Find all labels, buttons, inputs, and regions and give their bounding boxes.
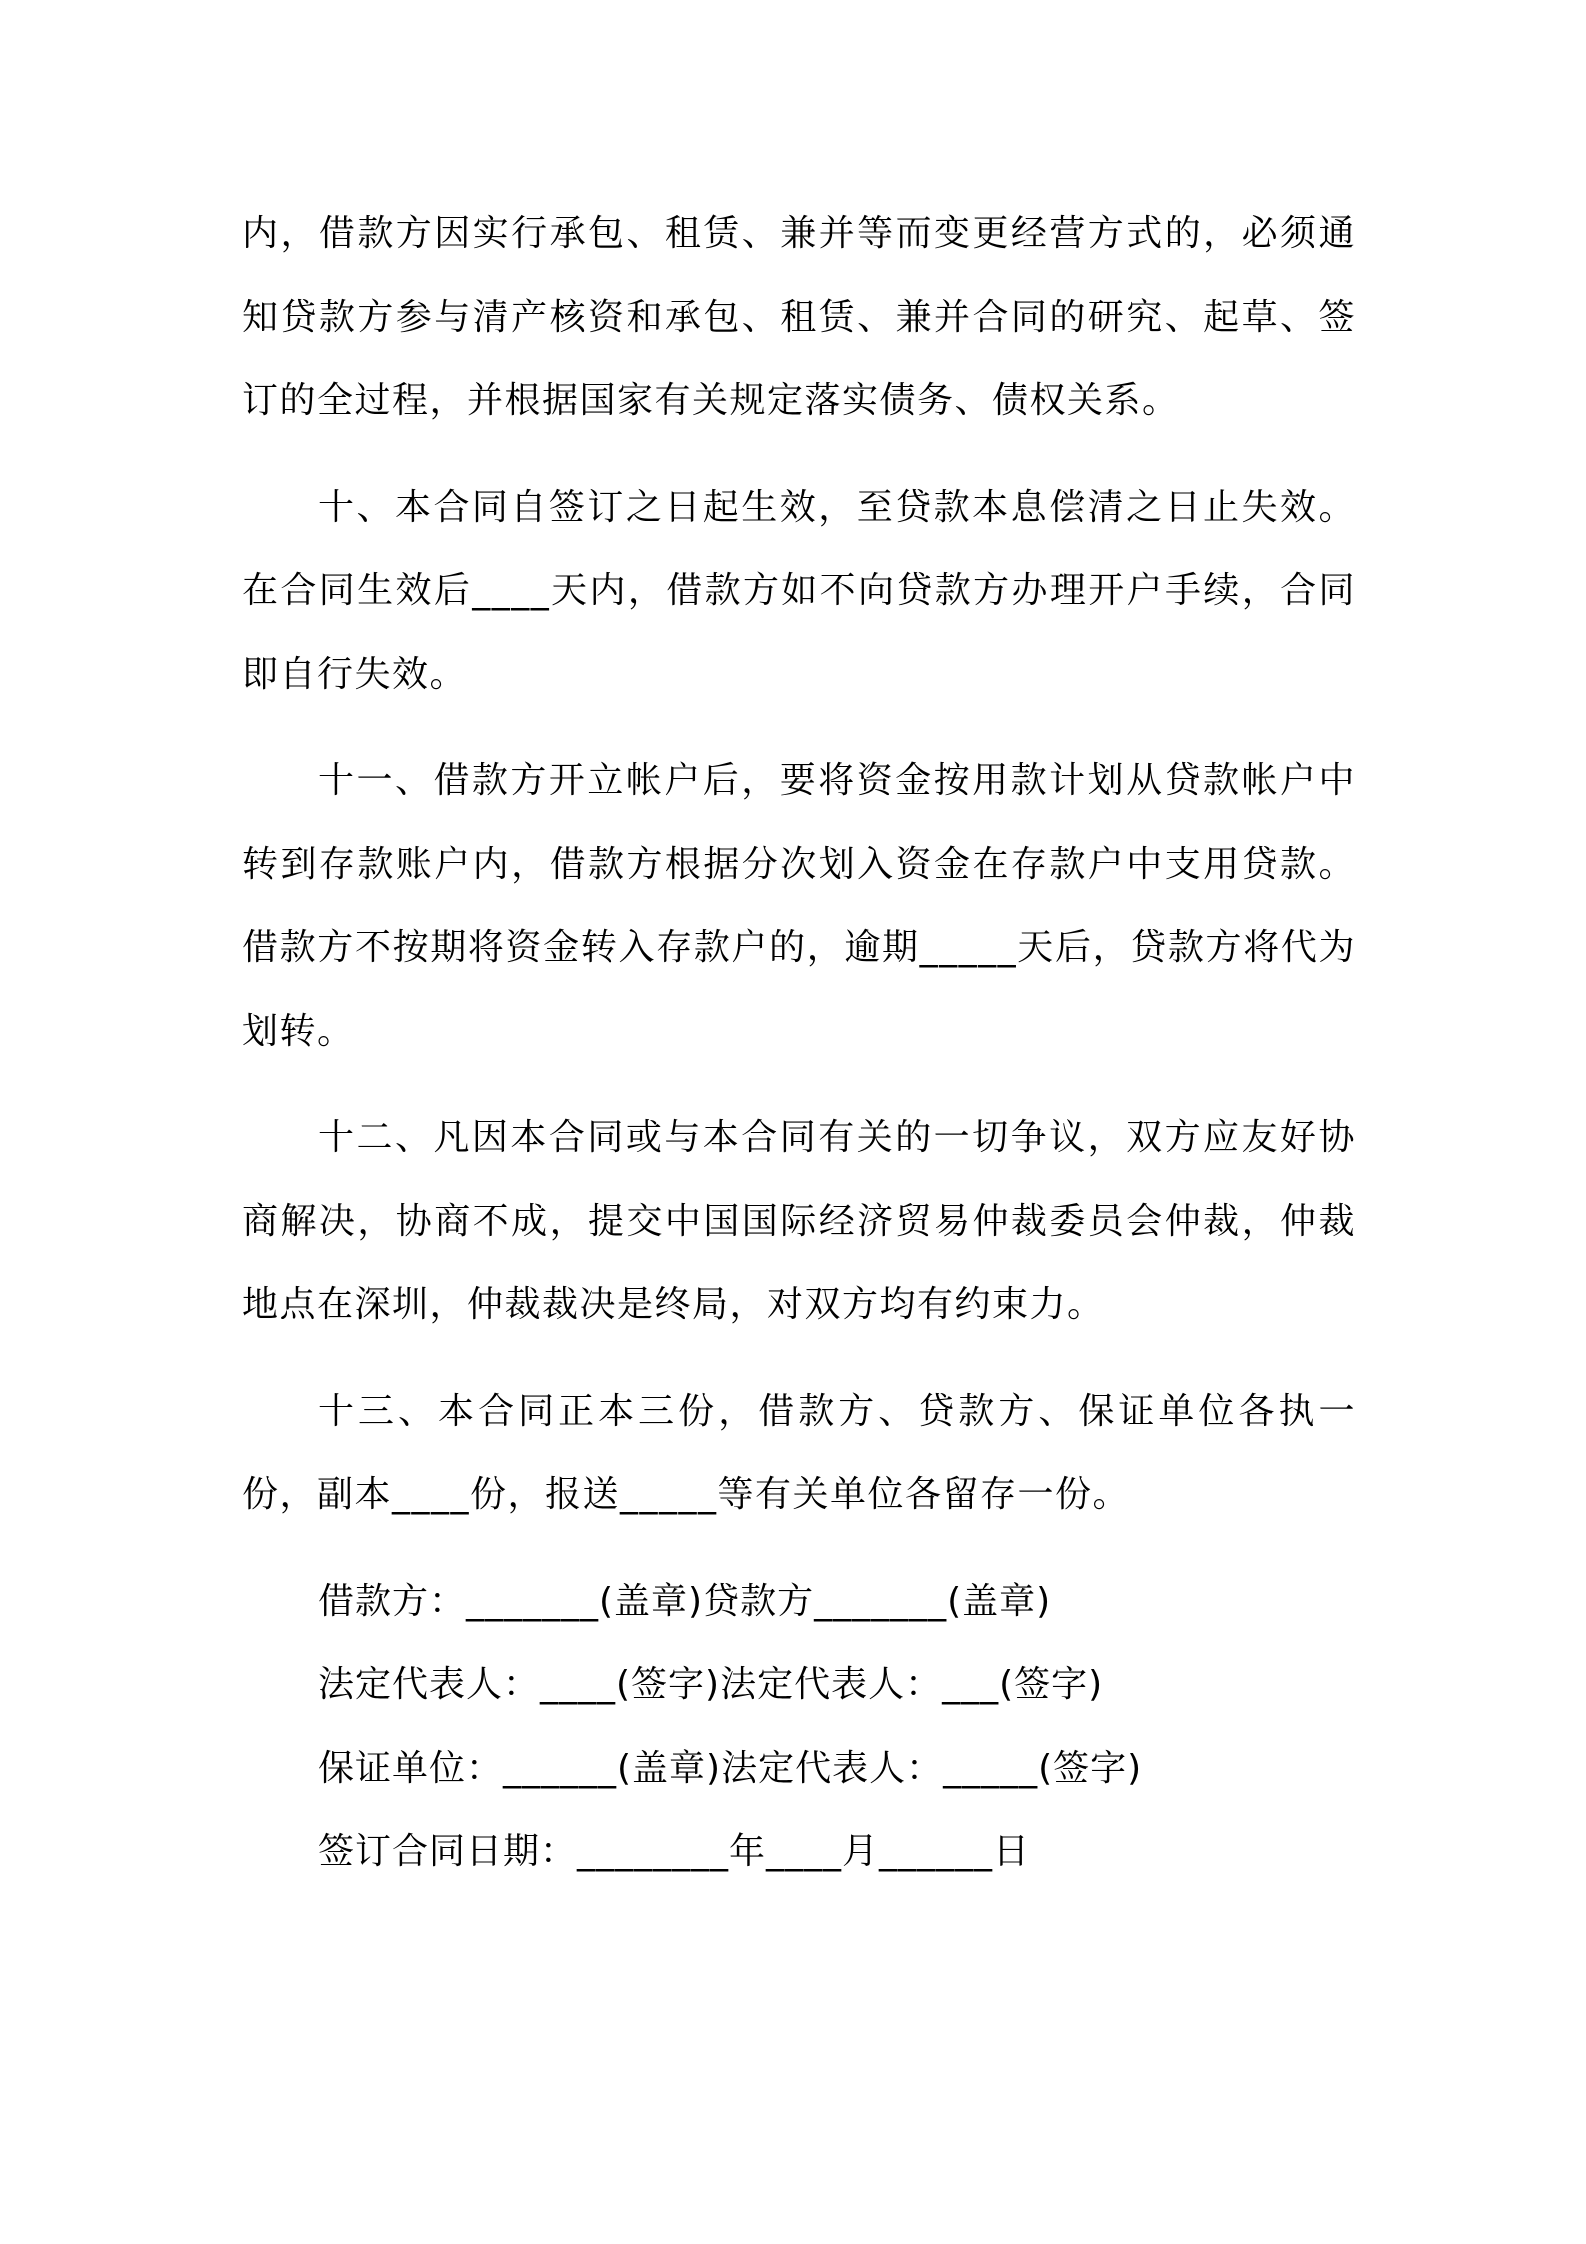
paragraph-continuation: 内，借款方因实行承包、租赁、兼并等而变更经营方式的，必须通知贷款方参与清产核资和承包、租赁、兼并合同的研究、起草、签订的全过程，并根据国家有关规定落实债务、债权关系。: [242, 213, 1356, 421]
signature-line-guarantor: 保证单位：______(盖章)法定代表人：_____(签字): [318, 1747, 1143, 1789]
signature-line-date: 签订合同日期：________年____月______日: [318, 1831, 1031, 1872]
signature-line-legal-representatives: 法定代表人：____(签字)法定代表人：___(签字): [318, 1664, 1104, 1705]
paragraph-clause-12: 十二、凡因本合同或与本合同有关的一切争议，双方应友好协商解决，协商不成，提交中国国际经济贸易仲裁委员会仲裁，仲裁地点在深圳，仲裁裁决是终局，对双方均有约束力。: [242, 1117, 1356, 1325]
paragraph-clause-13: 十三、本合同正本三份，借款方、贷款方、保证单位各执一份，副本____份，报送_____等有关单位各留存一份。: [242, 1390, 1356, 1515]
paragraph-clause-10: 十、本合同自签订之日起生效，至贷款本息偿清之日止失效。在合同生效后____天内，借款方如不向贷款方办理开户手续，合同即自行失效。: [242, 486, 1356, 695]
paragraph-clause-11: 十一、借款方开立帐户后，要将资金按用款计划从贷款帐户中转到存款账户内，借款方根据分次划入资金在存款户中支用贷款。借款方不按期将资金转入存款户的，逾期_____天后，贷款方将代为划转。: [242, 760, 1356, 1052]
signature-line-borrower-lender: 借款方：_______(盖章)贷款方_______(盖章): [318, 1580, 1052, 1622]
document-page: [242, 192, 1356, 1894]
signature-block: [242, 1560, 1356, 1894]
